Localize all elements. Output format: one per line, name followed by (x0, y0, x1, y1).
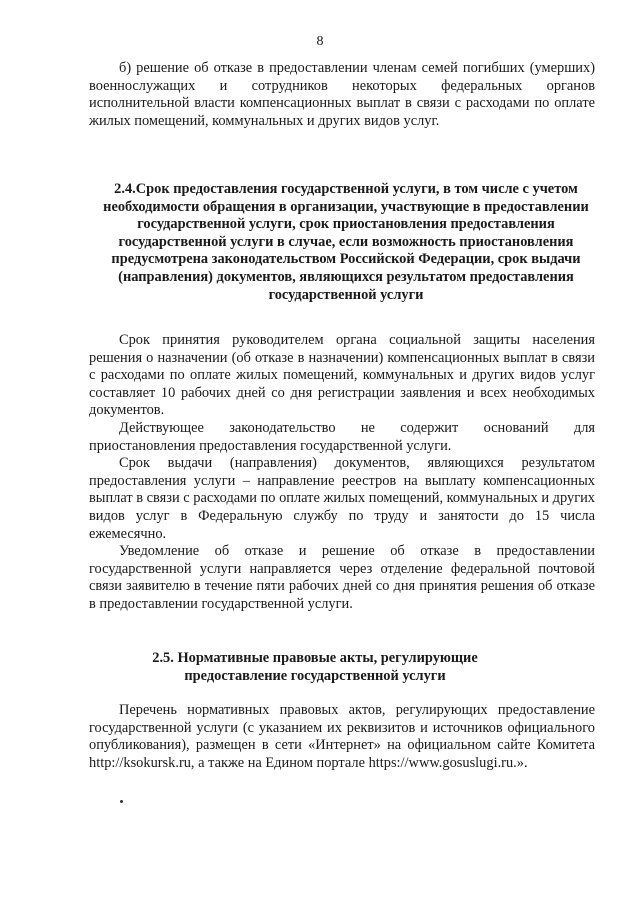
section-2-4-body (89, 332, 595, 614)
item-b-paragraph: б) решение об отказе в предоставлении членам семей погибших (умерших) военнослужащих и сотрудников некоторых федеральных органов исполнительной власти компенсационных выплат в связи с расходами по оплате жилых помещений, коммунальных и других видов услуг. (89, 60, 595, 129)
section-2-5-heading-line-2: предоставление государственной услуги (184, 667, 446, 684)
section-2-5-heading-line-1: 2.5. Нормативные правовые акты, регулирующие (152, 650, 478, 666)
section-2-4-paragraph-2: Действующее законодательство не содержит оснований для приостановления предоставления государственной услуги. (89, 419, 595, 454)
section-2-5-body (89, 702, 595, 772)
section-2-4-paragraph-1: Срок принятия руководителем органа социальной защиты населения решения о назначении (об отказе в назначении) компенсационных выплат в связи с расходами по оплате жилых помещений, коммунальных и других видов услуг составляет 10 рабочих дней со дня регистрации заявления и всех необходимых документов. (89, 332, 595, 419)
stray-mark (120, 800, 123, 803)
section-2-5-paragraph: Перечень нормативных правовых актов, регулирующих предоставление государственной услуги (с указанием их реквизитов и источников официального опубликования), размещен в сети «Интернет» на официальном сайте Комитета http://ksokursk.ru, а также на Едином портале https://www.gosuslugi.ru.». (89, 702, 595, 771)
item-b-block (89, 60, 595, 130)
page-number: 8 (316, 34, 324, 49)
section-2-5-heading (110, 650, 520, 685)
section-2-4-paragraph-3: Срок выдачи (направления) документов, являющихся результатом предоставления услуги – направление реестров на выплату компенсационных выплат в связи с расходами по оплате жилых помещений, коммунальных и других видов услуг в Федеральную службу по труду и занятости до 15 числа ежемесячно. (89, 455, 595, 542)
section-2-4-paragraph-4: Уведомление об отказе и решение об отказе в предоставлении государственной услуги направляется через отделение федеральной почтовой связи заявителю в течение пяти рабочих дней со дня принятия решения об отказе в предоставлении государственной услуги. (89, 543, 595, 612)
section-2-4-heading: 2.4.Срок предоставления государственной услуги, в том числе с учетом необходимости обращения в организации, участвующие в предоставлении государственной услуги, срок приостановления предоставления государственной услуги в случае, если возможность приостановления предусмотрена законодательством Российской Федерации, срок выдачи (направления) документов, являющихся результатом предоставления государственной услуги (103, 181, 589, 303)
